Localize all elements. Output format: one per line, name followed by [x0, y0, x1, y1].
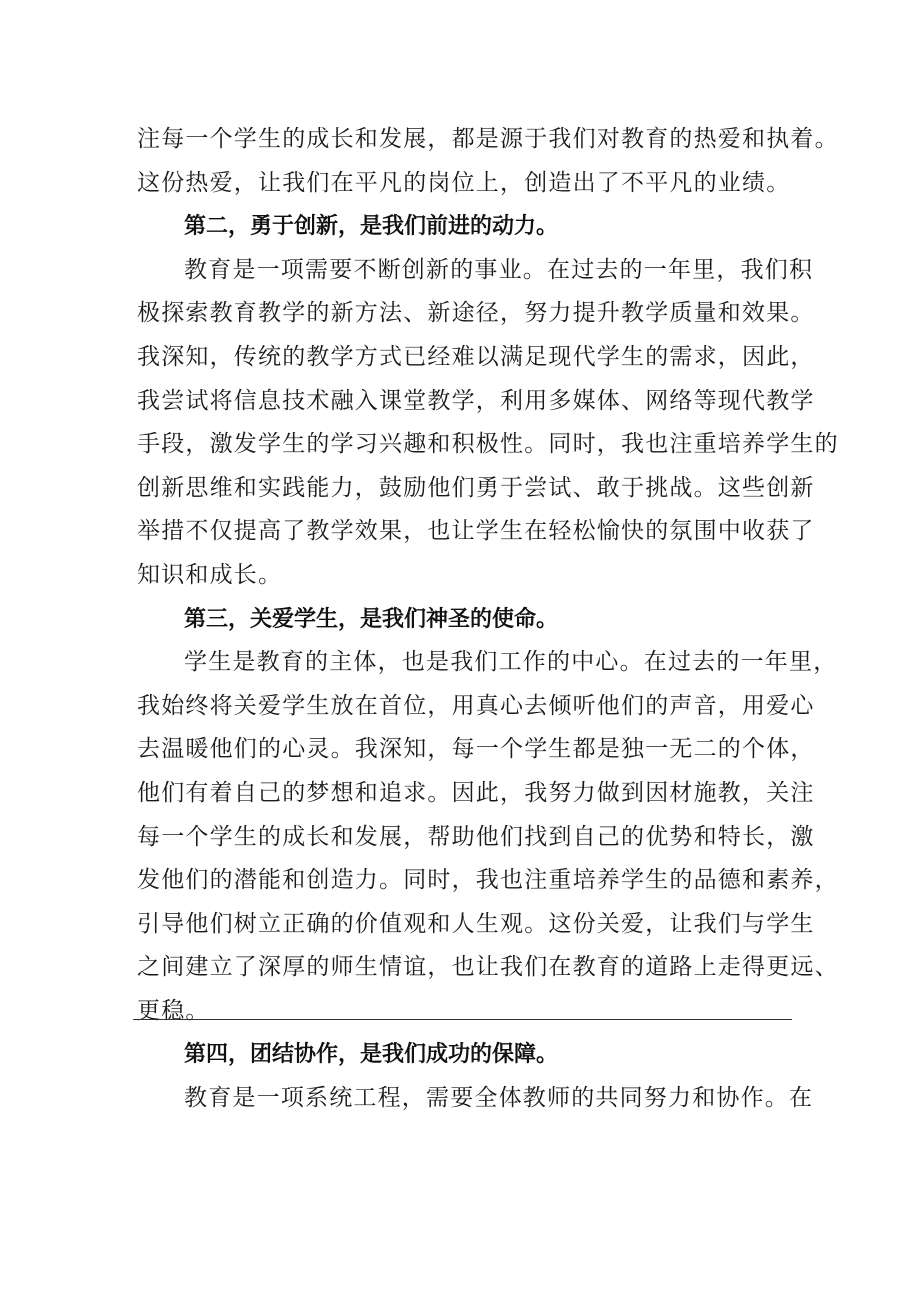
paragraph-line: 我始终将关爱学生放在首位，用真心去倾听他们的声音，用爱心 — [137, 692, 815, 719]
paragraph-line: 我深知，传统的教学方式已经难以满足现代学生的需求，因此， — [137, 343, 815, 370]
section-heading: 第三，关爱学生，是我们神圣的使命。 — [184, 606, 559, 632]
paragraph-line: 每一个学生的成长和发展，帮助他们找到自己的优势和特长，激 — [137, 823, 815, 850]
paragraph-line: 手段，激发学生的学习兴趣和积极性。同时，我也注重培养学生的 — [137, 431, 839, 458]
paragraph-line: 之间建立了深厚的师生情谊，也让我们在教育的道路上走得更远、 — [137, 954, 839, 981]
paragraph-line: 教育是一项系统工程，需要全体教师的共同努力和协作。在 — [184, 1085, 814, 1112]
paragraph-line: 学生是教育的主体，也是我们工作的中心。在过去的一年里， — [184, 649, 838, 676]
horizontal-divider — [133, 1019, 792, 1020]
paragraph-line: 注每一个学生的成长和发展，都是源于我们对教育的热爱和执着。 — [137, 126, 839, 152]
document-body — [137, 118, 839, 1121]
paragraph-line: 发他们的潜能和创造力。同时，我也注重培养学生的品德和素养， — [137, 867, 839, 894]
paragraph-line: 我尝试将信息技术融入课堂教学，利用多媒体、网络等现代教学 — [137, 387, 815, 414]
paragraph-line: 举措不仅提高了教学效果，也让学生在轻松愉快的氛围中收获了 — [137, 518, 815, 545]
paragraph-line: 创新思维和实践能力，鼓励他们勇于尝试、敢于挑战。这些创新 — [137, 474, 815, 501]
paragraph-line: 去温暖他们的心灵。我深知，每一个学生都是独一无二的个体， — [137, 736, 815, 763]
paragraph-line: 更稳。 — [137, 997, 210, 1024]
paragraph-line: 极探索教育教学的新方法、新途径，努力提升教学质量和效果。 — [137, 300, 815, 327]
section-heading: 第二，勇于创新，是我们前进的动力。 — [184, 214, 559, 240]
paragraph-line: 他们有着自己的梦想和追求。因此，我努力做到因材施教，关注 — [137, 779, 815, 806]
section-heading: 第四，团结协作，是我们成功的保障。 — [184, 1042, 559, 1068]
paragraph-line: 引导他们树立正确的价值观和人生观。这份关爱，让我们与学生 — [137, 910, 815, 937]
paragraph-line: 教育是一项需要不断创新的事业。在过去的一年里，我们积 — [184, 256, 814, 283]
paragraph-line: 这份热爱，让我们在平凡的岗位上，创造出了不平凡的业绩。 — [137, 169, 791, 196]
paragraph-line: 知识和成长。 — [137, 561, 283, 588]
